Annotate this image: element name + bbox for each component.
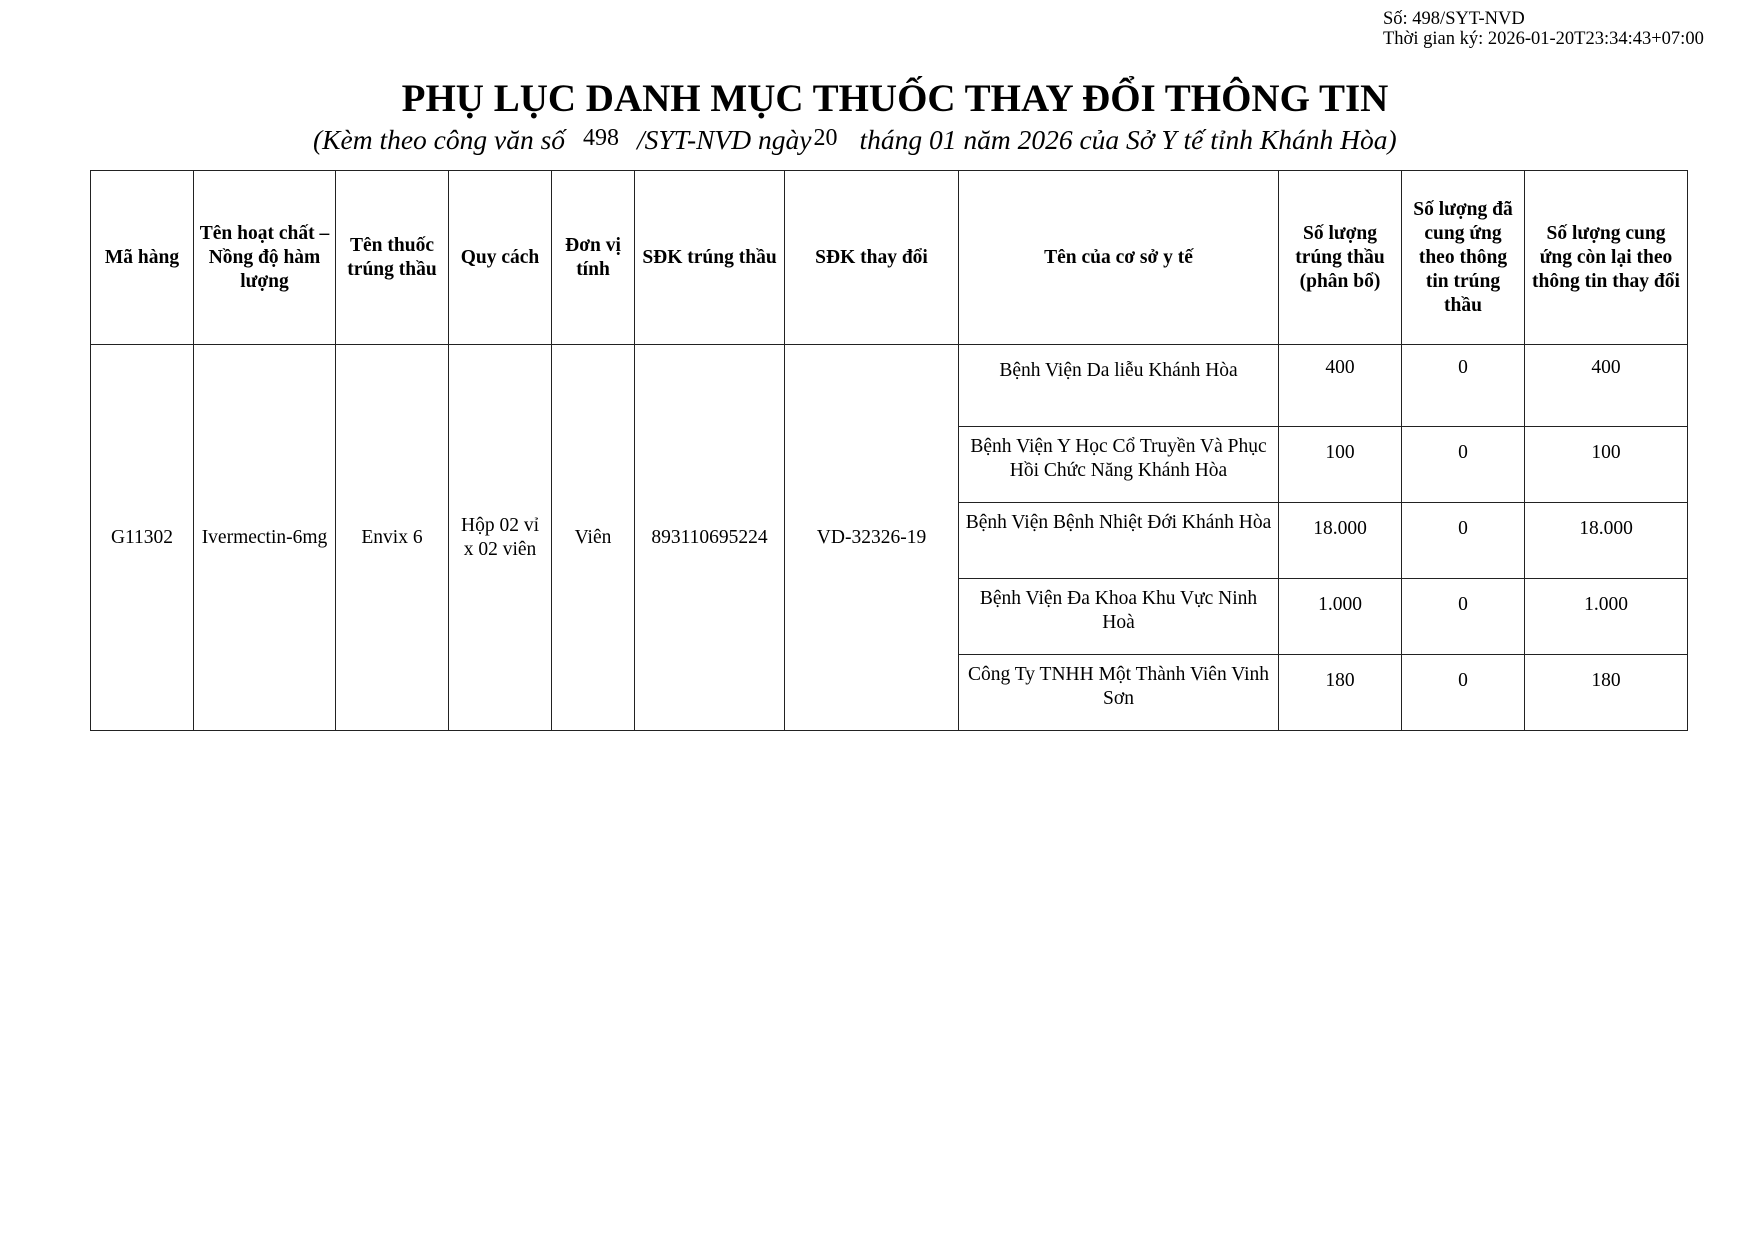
subtitle-day: 20 [813,125,838,151]
cell-sl-con-lai: 1.000 [1525,579,1688,655]
cell-ma-hang: G11302 [91,345,194,731]
cell-co-so: Công Ty TNHH Một Thành Viên Vinh Sơn [959,655,1279,731]
header-sdk-thay-doi: SĐK thay đổi [785,171,959,345]
subtitle-number: 498 [583,125,620,151]
subtitle-suffix: tháng 01 năm 2026 của Sở Y tế tỉnh Khánh Hòa) [859,124,1397,155]
cell-sl-trung-thau: 1.000 [1279,579,1402,655]
header-ma-hang: Mã hàng [91,171,194,345]
cell-ten-thuoc: Envix 6 [336,345,449,731]
cell-co-so: Bệnh Viện Bệnh Nhiệt Đới Khánh Hòa [959,503,1279,579]
signature-block [1383,9,1704,49]
cell-quy-cach: Hộp 02 vỉ x 02 viên [449,345,552,731]
cell-sl-trung-thau: 100 [1279,427,1402,503]
header-ten-thuoc: Tên thuốc trúng thầu [336,171,449,345]
signature-number: Số: 498/SYT-NVD [1383,9,1525,29]
table-row [91,345,1688,427]
cell-sl-da-cung-ung: 0 [1402,579,1525,655]
cell-sdk-trung-thau: 893110695224 [635,345,785,731]
cell-don-vi: Viên [552,345,635,731]
cell-co-so: Bệnh Viện Đa Khoa Khu Vực Ninh Hoà [959,579,1279,655]
header-hoat-chat: Tên hoạt chất – Nồng độ hàm lượng [194,171,336,345]
cell-sl-trung-thau: 18.000 [1279,503,1402,579]
cell-sdk-thay-doi: VD-32326-19 [785,345,959,731]
header-sl-trung-thau: Số lượng trúng thầu (phân bổ) [1279,171,1402,345]
header-don-vi: Đơn vị tính [552,171,635,345]
subtitle-prefix: (Kèm theo công văn số [313,124,566,155]
header-sdk-trung-thau: SĐK trúng thầu [635,171,785,345]
header-co-so: Tên của cơ sở y tế [959,171,1279,345]
cell-sl-da-cung-ung: 0 [1402,655,1525,731]
subtitle-middle: /SYT-NVD ngày [637,124,812,155]
table-header-row [91,171,1688,345]
cell-sl-da-cung-ung: 0 [1402,427,1525,503]
cell-co-so: Bệnh Viện Da liễu Khánh Hòa [959,345,1279,427]
document-title: PHỤ LỤC DANH MỤC THUỐC THAY ĐỔI THÔNG TIN [401,77,1389,120]
signature-time: Thời gian ký: 2026-01-20T23:34:43+07:00 [1383,29,1704,49]
cell-hoat-chat: Ivermectin-6mg [194,345,336,731]
drug-change-table [90,170,1688,731]
document-subtitle [313,123,1397,159]
cell-sl-trung-thau: 180 [1279,655,1402,731]
header-quy-cach: Quy cách [449,171,552,345]
cell-sl-con-lai: 18.000 [1525,503,1688,579]
cell-sl-da-cung-ung: 0 [1402,345,1525,427]
header-sl-con-lai: Số lượng cung ứng còn lại theo thông tin thay đổi [1525,171,1688,345]
cell-sl-con-lai: 180 [1525,655,1688,731]
cell-co-so: Bệnh Viện Y Học Cổ Truyền Và Phục Hồi Chức Năng Khánh Hòa [959,427,1279,503]
cell-sl-trung-thau: 400 [1279,345,1402,427]
cell-sl-con-lai: 100 [1525,427,1688,503]
header-sl-da-cung-ung: Số lượng đã cung ứng theo thông tin trúng thầu [1402,171,1525,345]
cell-sl-con-lai: 400 [1525,345,1688,427]
cell-sl-da-cung-ung: 0 [1402,503,1525,579]
